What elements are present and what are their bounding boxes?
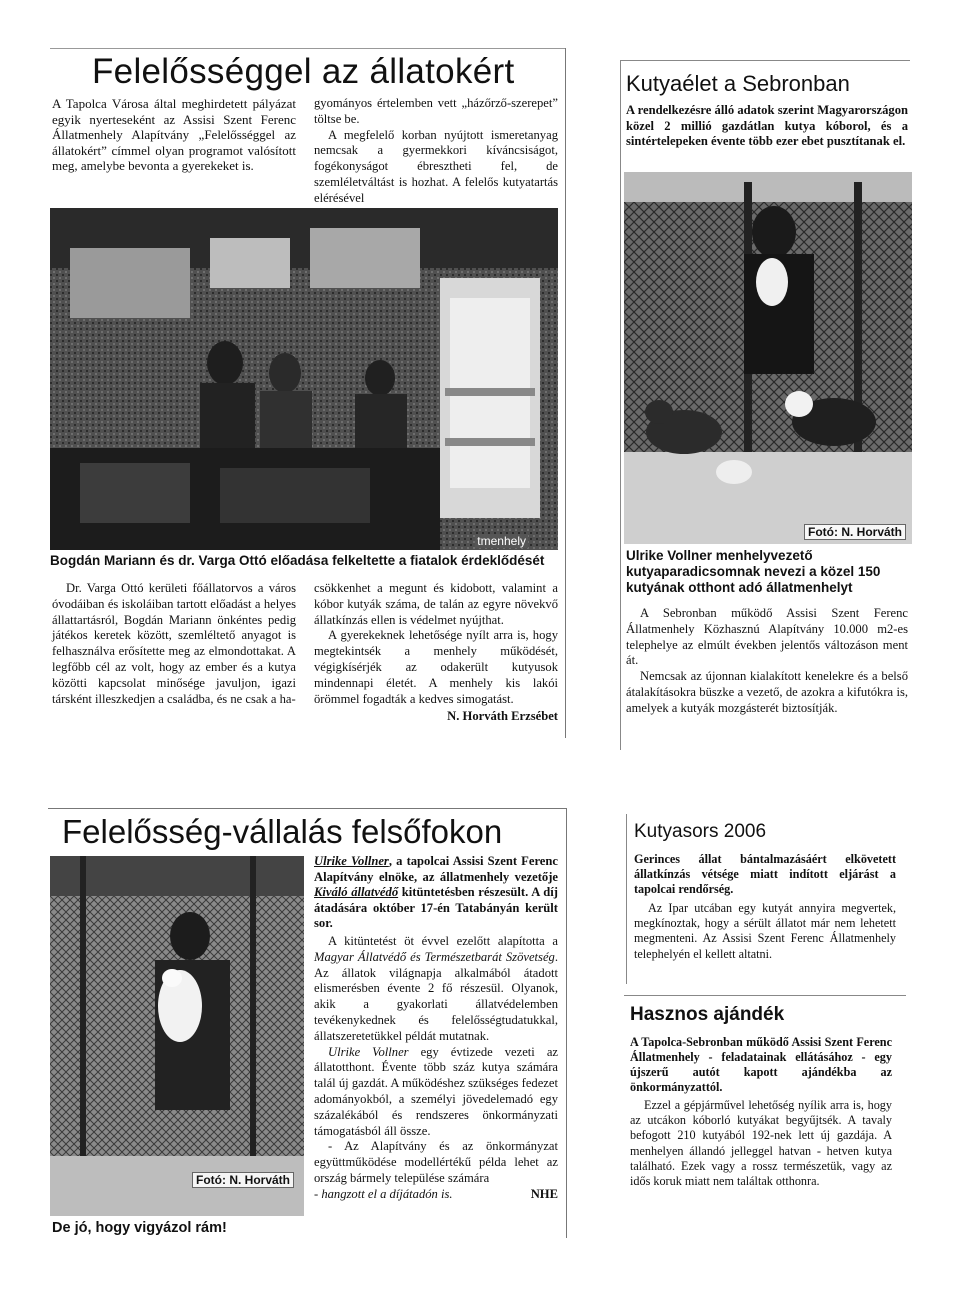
article3-lede — [314, 854, 558, 932]
photo-overlay-text: tmenhely — [477, 534, 526, 548]
shelter-photo-credit: Fotó: N. Horváth — [804, 524, 906, 540]
shelter-photo — [624, 172, 912, 544]
dog-photo-credit: Fotó: N. Horváth — [192, 1172, 294, 1188]
article5-lede: A Tapolca-Sebronban működő Assisi Szent Ferenc Állatmenhely - feladatainak ellátásához - egy újszerű autót kapott ajándékba az önkormányzattól. — [630, 1035, 892, 1094]
article3-p1-b: . Az állatok világnapja alkalmából átadott elismerésben évente 2 fő részesül. Olyanok, akik a gyakorlati állatvédelemben tevékenykednek és felelősségtudatukkal, állatszeretetükkel példát mutatnak. — [314, 949, 558, 1043]
article3-p1-org: Magyar Állatvédő és Természetbarát Szövetség — [314, 949, 555, 964]
article4-lede: Gerinces állat bántalmazásáért elkövetett állatkínzás vétsége miatt indított eljárást a tapolcai rendőrség. — [634, 852, 896, 896]
lecture-photo-caption: Bogdán Mariann és dr. Varga Ottó előadása felkeltette a fiatalok érdeklődését — [50, 553, 545, 568]
article1-body-right-p1: csökkenhet a megunt és kidobott, valamint a kóbor kutyák száma, de talán az egyre növekvő állatkínzás ellen is védelmet nyújthat. — [314, 581, 558, 627]
dog-photo-graphic — [50, 856, 304, 1216]
article3-p2-rest: egy évtizede vezeti az állatotthont. Évente több száz kutya számára talál új gazdát. A működéshez szükséges fedezet adományokból, a személyi jövedelemadó egy százalékából és rendszeres önkormányzati támogatásból áll össze. — [314, 1044, 558, 1138]
article3-p1 — [314, 934, 558, 1045]
article5-body: Ezzel a gépjárművel lehetőség nyílik arra is, hogy az utcákon kóborló kutyákat begyűjtsék. A tavaly befogott 210 kutyából 192-nek lett új gazdája. A menhelyen állandó jelleggel hatvan - hetven kutya található. Ezek vagy a rossz természetük, vagy az idős koruk miatt nem találtak otthonra. — [630, 1098, 892, 1189]
article3-title: Felelősség-vállalás felsőfokon — [62, 813, 503, 850]
article3-lede-name: Ulrike Vollner — [314, 854, 389, 868]
article2-lede: A rendelkezésre álló adatok szerint Magyarországon közel 2 millió gazdátlan kutya kóborol, és a sintértelepeken évente több ezer ebet pusztítanak el. — [626, 103, 908, 149]
article3-lede-rest: , a tapolcai Assisi Szent Ferenc Alapítvány elnöke, az állatmenhely vezetője — [314, 854, 558, 884]
article1-body-right-p2: A gyerekeknek lehetősége nyílt arra is, hogy megtekintsék a menhely működését, végigkísérjék az odakerült kutyusok mindennapi életét. A menhely kis lakói örömmel fogadták a kedves simogatást. — [314, 628, 558, 706]
article1-col2-p1: gyományos értelemben vett „házőrző-szerepet” töltse be. — [314, 96, 558, 126]
article1-body-left: Dr. Varga Ottó kerületi főállatorvos a város óvodáiban és iskoláiban tartott előadást a helyes állattartásról, Bogdán Mariann önkéntes pedig játékos keretek között, szemléltető anyagot is felhasználva erősítette meg az elmondottakat. A legfőbb cél az volt, hogy az ember és a kutya közötti kapcsolat minősége javuljon, igazi társként illeszkedjen a családba, és ne csak a ha- — [52, 581, 296, 706]
article3-p3: - Az Alapítvány és az önkormányzat együttműködése modellértékű példa lehet az ország bármely települése számára — [314, 1139, 558, 1185]
article2-body-p1: A Sebronban működő Assisi Szent Ferenc Állatmenhely Közhasznú Alapítvány 10.000 m2-es telephelye az elmúlt években jelentős változáson ment át. — [626, 606, 908, 668]
shelter-photo-graphic — [624, 172, 912, 544]
article1-intro: A Tapolca Városa által meghirdetett pályázat egyik nyerteseként az Assisi Szent Ferenc Állatmenhely Alapítvány „Felelősséggel az állatokért” címmel olyan programot valósított meg, amelybe bevonta a gyerekeket is. — [52, 96, 296, 174]
lecture-photo — [50, 208, 558, 550]
article5-title: Hasznos ajándék — [630, 1004, 785, 1025]
article3-quote-source: - hangzott el a díjátadón is. — [314, 1186, 453, 1201]
article3-lede-award: Kiváló állatvédő — [314, 885, 399, 900]
article4-body: Az Ipar utcában egy kutyát annyira megvertek, megkínoztak, hogy a sérült állatot már nem lehetett megmenteni. Az Assisi Szent Ferenc Állatmenhely telephelyén el kellett altatni. — [634, 901, 896, 961]
article3-author: NHE — [530, 1186, 558, 1201]
dog-photo — [50, 856, 304, 1216]
article3-lede-end: kitüntetésben részesült. A díj átadására október 17-én Tatabányán került sor. — [314, 885, 558, 931]
article3-p2 — [314, 1045, 558, 1140]
dog-photo-caption: De jó, hogy vigyázol rám! — [52, 1220, 227, 1236]
shelter-photo-caption: Ulrike Vollner menhelyvezető kutyaparadicsomnak nevezi a közel 150 kutyának otthont adó állatmenhelyt — [626, 548, 881, 595]
article1-col2-p2: A megfelelő korban nyújtott ismeretanyag nemcsak a gyermekkori kíváncsiságot, fogékonyságot ébresztheti fel, de szemléletváltást is hozhat. A felelős kutyatartás elérésével — [314, 127, 558, 205]
article4-title: Kutyasors 2006 — [634, 821, 767, 842]
article1-author: N. Horváth Erzsébet — [447, 709, 558, 724]
lecture-photo-graphic — [50, 208, 558, 550]
article2-title: Kutyaélet a Sebronban — [626, 71, 850, 96]
article1-title: Felelősséggel az állatokért — [92, 52, 515, 91]
article3-p2-name: Ulrike Vollner — [328, 1044, 409, 1059]
article2-body-p2: Nemcsak az újonnan kialakított kenelekre és a belső átalakításokra büszke a vezető, de azokra a kifutókra is, amelyek a kutyák mozgásterét biztosítják. — [626, 669, 908, 715]
article3-p1-a: A kitüntetést öt évvel ezelőtt alapította a — [328, 933, 558, 948]
article3-quote-line — [314, 1187, 558, 1203]
